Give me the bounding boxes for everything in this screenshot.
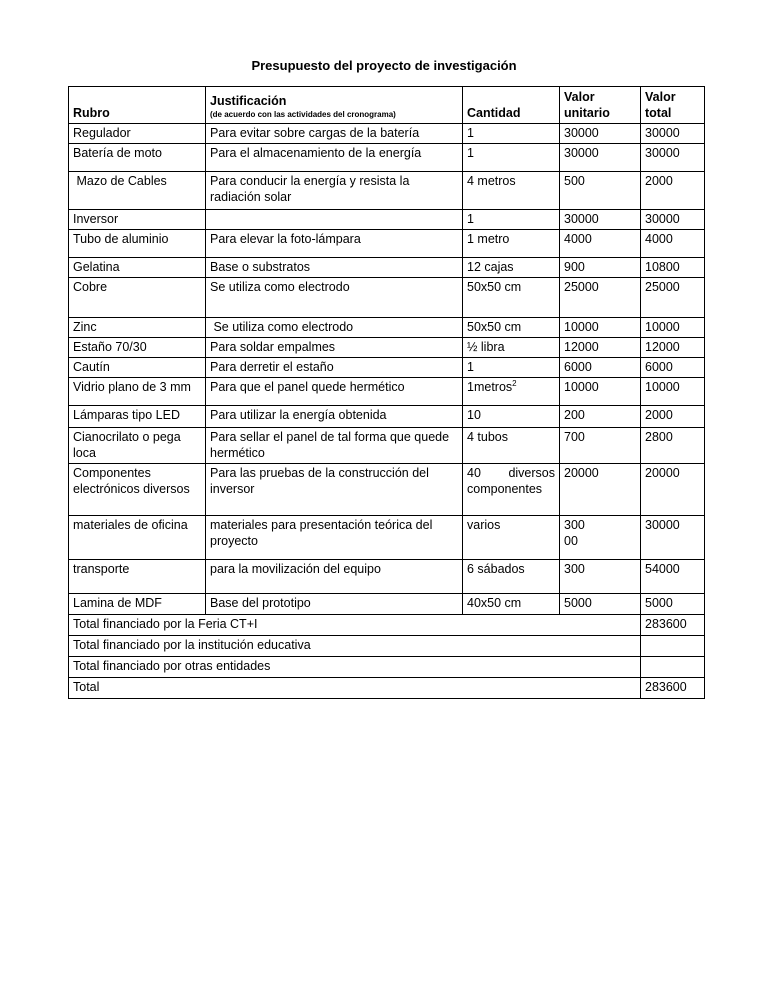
cell-justificacion: Base del prototipo [206, 594, 463, 615]
table-row [69, 172, 705, 210]
cantidad-word: diversos [508, 466, 555, 480]
header-cantidad: Cantidad [463, 87, 560, 124]
total-row [69, 615, 705, 636]
table-row [69, 278, 705, 318]
table-row [69, 144, 705, 172]
total-label: Total financiado por la institución educativa [69, 636, 641, 657]
cell-justificacion: Se utiliza como electrodo [206, 318, 463, 338]
cell-total: 5000 [641, 594, 705, 615]
table-row [69, 560, 705, 594]
table-row [69, 428, 705, 464]
cell-unitario: 700 [560, 428, 641, 464]
total-value: 283600 [641, 615, 705, 636]
cell-rubro: Cianocrilato o pega loca [69, 428, 206, 464]
cell-total: 30000 [641, 144, 705, 172]
cell-rubro: Tubo de aluminio [69, 230, 206, 258]
cell-cantidad: 1 [463, 210, 560, 230]
total-row [69, 636, 705, 657]
header-rubro: Rubro [69, 87, 206, 124]
header-valor-total: Valor total [641, 87, 705, 124]
table-row [69, 378, 705, 406]
cell-cantidad: 40x50 cm [463, 594, 560, 615]
cell-justificacion: Para el almacenamiento de la energía [206, 144, 463, 172]
cell-rubro: transporte [69, 560, 206, 594]
cell-total: 10000 [641, 378, 705, 406]
cell-cantidad: 4 tubos [463, 428, 560, 464]
cell-justificacion: Para utilizar la energía obtenida [206, 406, 463, 428]
total-value [641, 636, 705, 657]
cell-rubro: Mazo de Cables [69, 172, 206, 210]
table-row [69, 210, 705, 230]
cell-justificacion: Para conducir la energía y resista la radiación solar [206, 172, 463, 210]
cantidad-line-2: componentes [467, 482, 543, 496]
header-row [69, 87, 705, 124]
cell-unitario: 30000 [560, 144, 641, 172]
header-justificacion-label: Justificación [210, 94, 287, 108]
cell-total: 2000 [641, 406, 705, 428]
page-title: Presupuesto del proyecto de investigación [251, 58, 517, 73]
cell-total: 2800 [641, 428, 705, 464]
cell-total: 20000 [641, 464, 705, 516]
cantidad-number: 40 [467, 466, 481, 480]
cell-unitario: 25000 [560, 278, 641, 318]
cantidad-value: 1metros [467, 380, 513, 394]
cell-cantidad: 50x50 cm [463, 318, 560, 338]
cell-rubro: Cautín [69, 358, 206, 378]
total-value [641, 657, 705, 678]
total-row [69, 657, 705, 678]
cell-rubro: Zinc [69, 318, 206, 338]
cell-rubro: Inversor [69, 210, 206, 230]
cell-justificacion: materiales para presentación teórica del proyecto [206, 516, 463, 560]
table-row [69, 464, 705, 516]
total-label: Total [69, 678, 641, 699]
header-justificacion [206, 87, 463, 124]
cell-rubro: Estaño 70/30 [69, 338, 206, 358]
cell-total: 30000 [641, 124, 705, 144]
cell-total: 30000 [641, 210, 705, 230]
cell-justificacion: Base o substratos [206, 258, 463, 278]
table-row [69, 358, 705, 378]
cell-cantidad: varios [463, 516, 560, 560]
cell-cantidad [463, 464, 560, 516]
table-row [69, 406, 705, 428]
cantidad-line [467, 465, 555, 481]
cell-unitario: 30000 [560, 124, 641, 144]
cell-total: 30000 [641, 516, 705, 560]
budget-table [68, 86, 705, 699]
cell-justificacion: Para soldar empalmes [206, 338, 463, 358]
cell-rubro: Lámparas tipo LED [69, 406, 206, 428]
table-row [69, 230, 705, 258]
total-label: Total financiado por otras entidades [69, 657, 641, 678]
cell-cantidad: 1 [463, 124, 560, 144]
header-valor-unitario: Valor unitario [560, 87, 641, 124]
cell-unitario: 200 [560, 406, 641, 428]
cell-unitario: 20000 [560, 464, 641, 516]
cell-justificacion: Para sellar el panel de tal forma que quede hermético [206, 428, 463, 464]
cell-total: 10800 [641, 258, 705, 278]
cell-cantidad: 1 metro [463, 230, 560, 258]
cell-total: 12000 [641, 338, 705, 358]
total-row [69, 678, 705, 699]
cell-unitario: 10000 [560, 318, 641, 338]
cell-rubro: materiales de oficina [69, 516, 206, 560]
cell-unitario: 6000 [560, 358, 641, 378]
header-justificacion-sub: (de acuerdo con las actividades del cronograma) [210, 110, 396, 119]
cell-unitario: 900 [560, 258, 641, 278]
table-row [69, 594, 705, 615]
cell-total: 25000 [641, 278, 705, 318]
cell-justificacion: Para que el panel quede hermético [206, 378, 463, 406]
table-row [69, 516, 705, 560]
cell-rubro: Vidrio plano de 3 mm [69, 378, 206, 406]
cell-cantidad: 4 metros [463, 172, 560, 210]
cell-justificacion: Para las pruebas de la construcción del inversor [206, 464, 463, 516]
table-row [69, 258, 705, 278]
cell-total: 4000 [641, 230, 705, 258]
cell-rubro: Cobre [69, 278, 206, 318]
cell-unitario: 300 [560, 560, 641, 594]
table-row [69, 338, 705, 358]
cell-cantidad: ½ libra [463, 338, 560, 358]
cell-unitario: 4000 [560, 230, 641, 258]
cell-unitario [560, 516, 641, 560]
cell-justificacion: para la movilización del equipo [206, 560, 463, 594]
cell-total: 54000 [641, 560, 705, 594]
cell-total: 10000 [641, 318, 705, 338]
cell-unitario: 12000 [560, 338, 641, 358]
cell-cantidad: 50x50 cm [463, 278, 560, 318]
cell-cantidad: 10 [463, 406, 560, 428]
cell-cantidad: 12 cajas [463, 258, 560, 278]
unitario-line-1: 300 [564, 518, 585, 532]
cell-rubro: Lamina de MDF [69, 594, 206, 615]
cell-justificacion [206, 210, 463, 230]
cell-unitario: 500 [560, 172, 641, 210]
cell-unitario: 5000 [560, 594, 641, 615]
cantidad-exponent: 2 [512, 378, 517, 388]
cell-unitario: 30000 [560, 210, 641, 230]
cell-cantidad: 6 sábados [463, 560, 560, 594]
cell-rubro: Regulador [69, 124, 206, 144]
total-value: 283600 [641, 678, 705, 699]
cell-justificacion: Se utiliza como electrodo [206, 278, 463, 318]
cell-total: 6000 [641, 358, 705, 378]
cell-unitario: 10000 [560, 378, 641, 406]
cell-cantidad [463, 378, 560, 406]
cell-cantidad: 1 [463, 144, 560, 172]
cell-cantidad: 1 [463, 358, 560, 378]
table-row [69, 318, 705, 338]
cell-rubro: Batería de moto [69, 144, 206, 172]
cell-rubro: Componentes electrónicos diversos [69, 464, 206, 516]
cell-justificacion: Para derretir el estaño [206, 358, 463, 378]
cell-rubro: Gelatina [69, 258, 206, 278]
cell-justificacion: Para evitar sobre cargas de la batería [206, 124, 463, 144]
table-row [69, 124, 705, 144]
total-label: Total financiado por la Feria CT+I [69, 615, 641, 636]
cell-total: 2000 [641, 172, 705, 210]
cell-justificacion: Para elevar la foto-lámpara [206, 230, 463, 258]
unitario-line-2: 00 [564, 534, 578, 548]
